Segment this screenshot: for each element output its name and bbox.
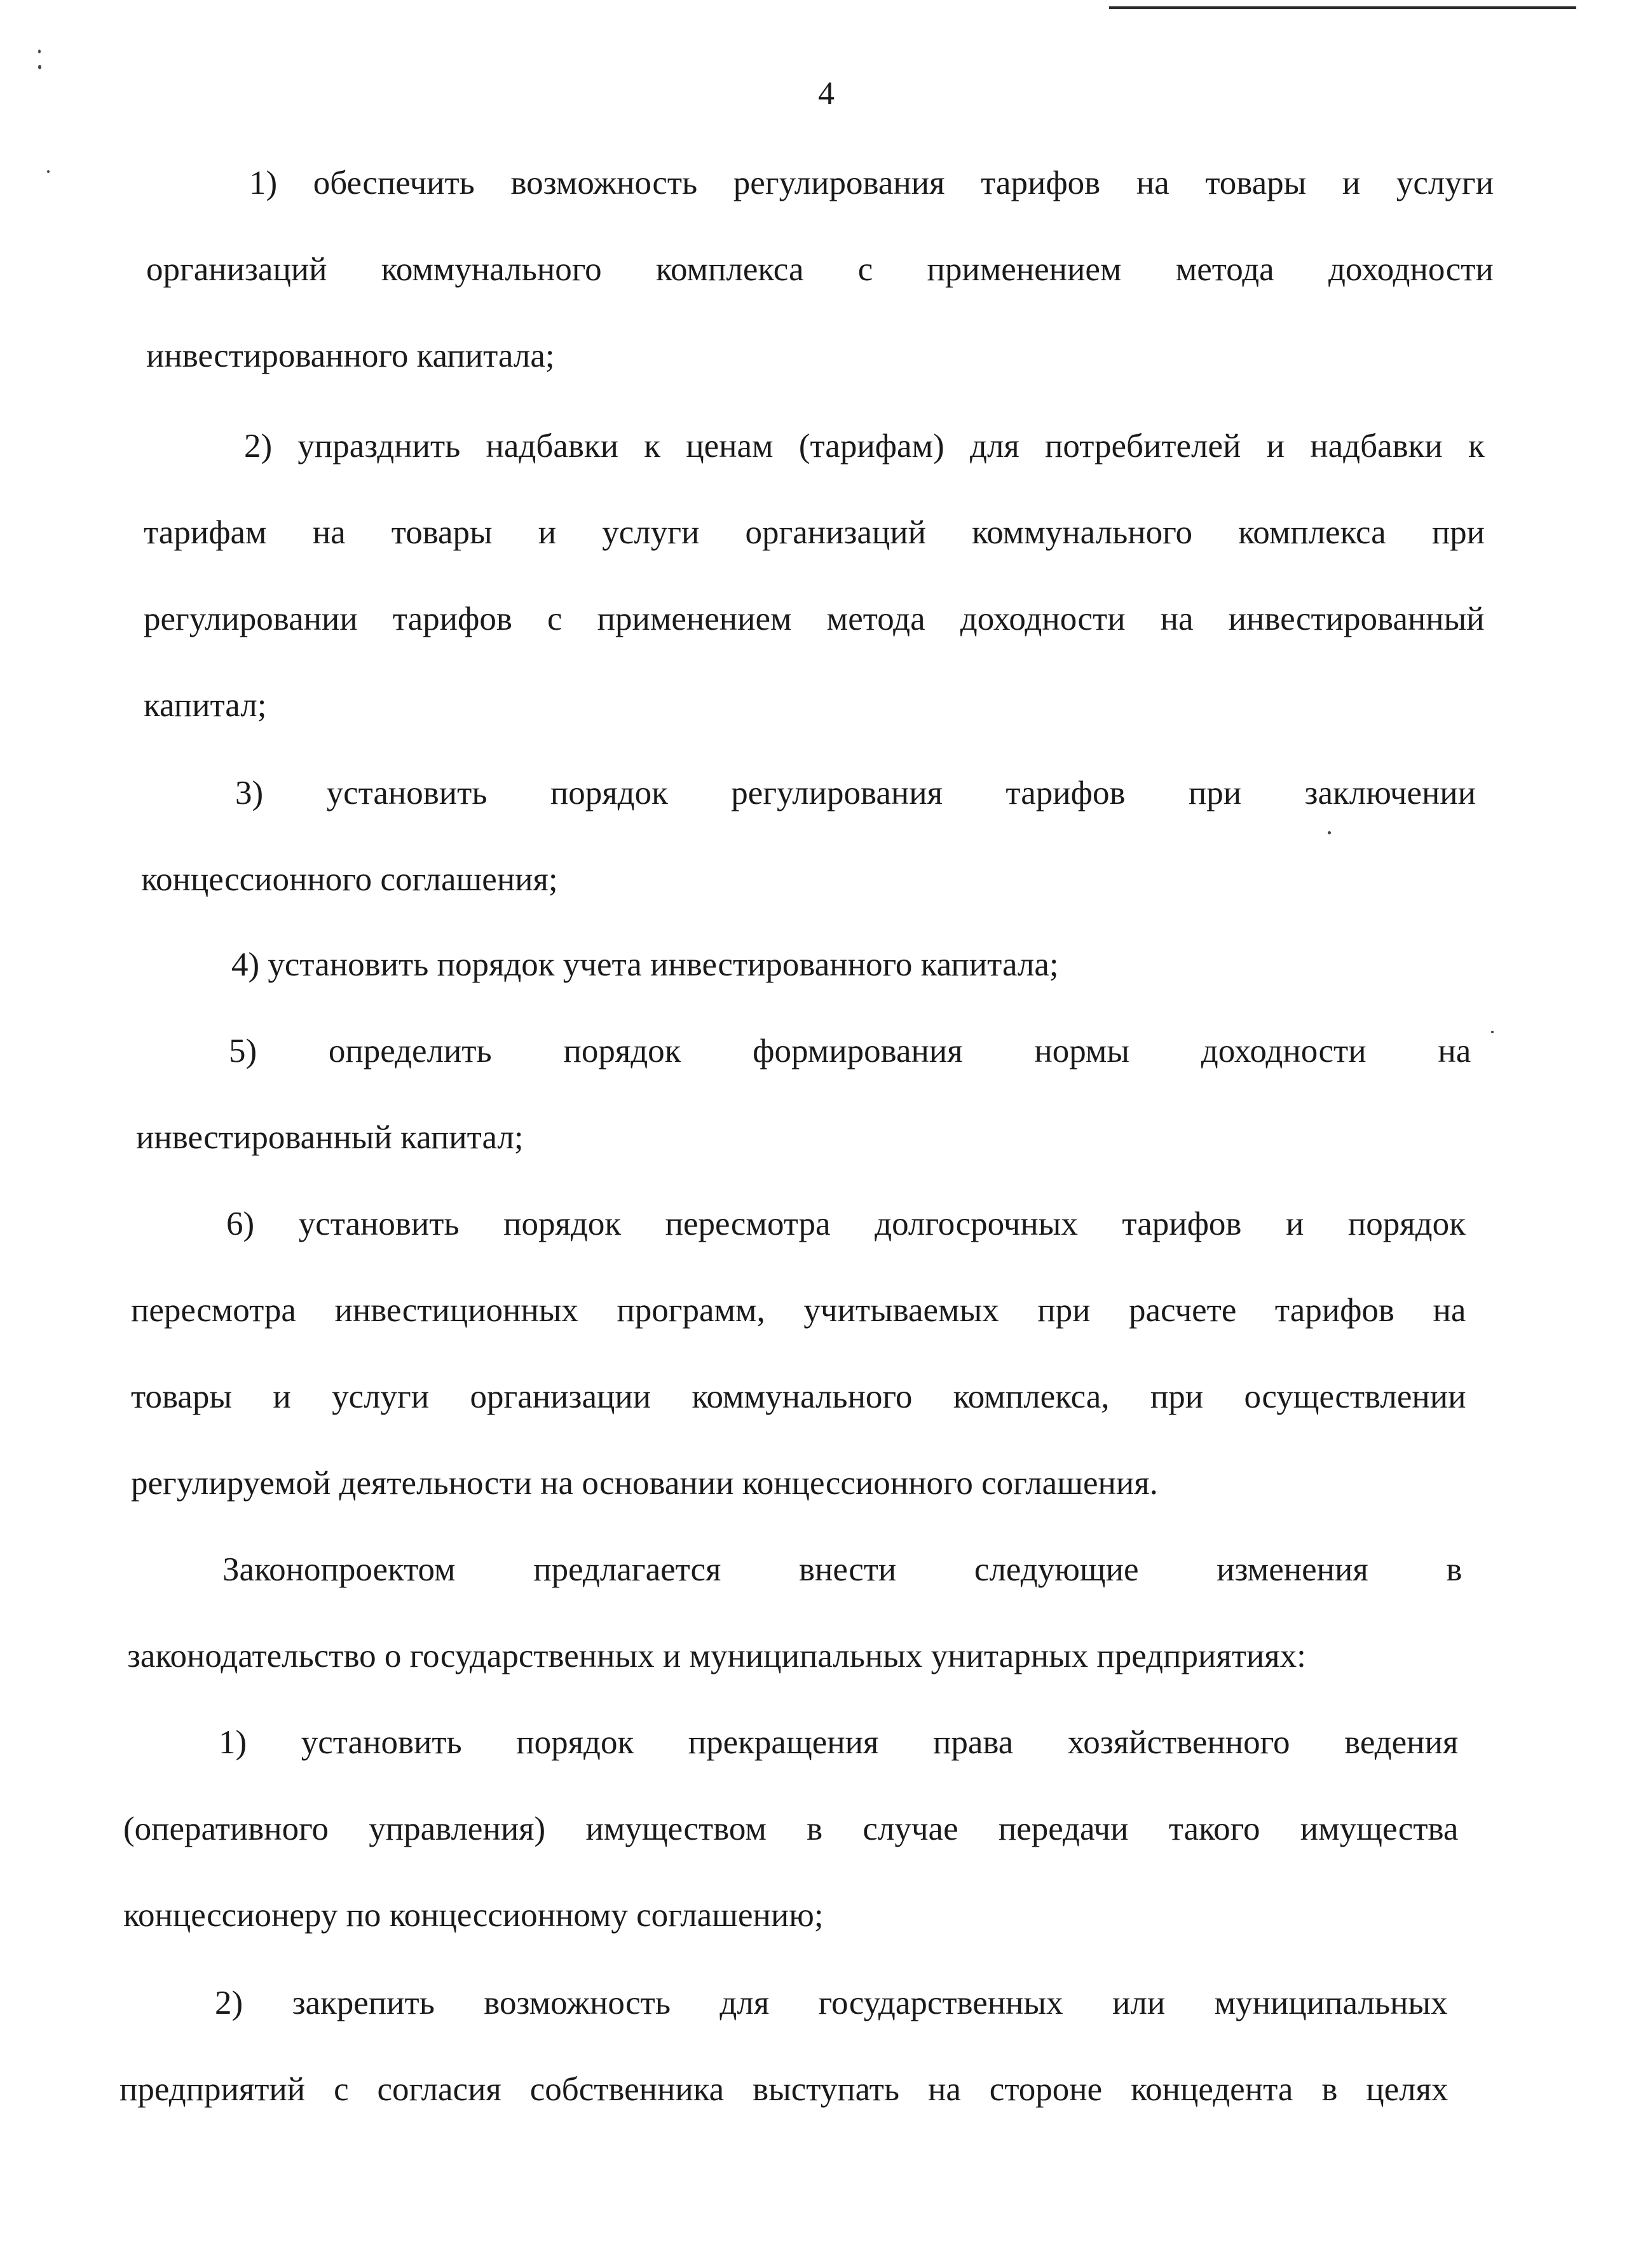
paragraph-line: предприятий с согласия собственника выступать на стороне концедента в целях bbox=[119, 2071, 1449, 2108]
paragraph-7 bbox=[127, 1526, 1462, 1699]
paragraph-line: концессионного соглашения; bbox=[141, 861, 558, 898]
paragraph-5 bbox=[136, 1008, 1471, 1181]
paragraph-3 bbox=[141, 750, 1476, 923]
paragraph-line: (оперативного управления) имуществом в случае передачи такого имущества bbox=[123, 1810, 1459, 1847]
paragraph-line: 5) определить порядок формирования нормы доходности на bbox=[229, 1033, 1471, 1069]
paragraph-line: товары и услуги организации коммунального комплекса, при осуществлении bbox=[131, 1378, 1466, 1415]
paragraph-line: инвестированный капитал; bbox=[136, 1119, 524, 1156]
paragraph-line: законодательство о государственных и муниципальных унитарных предприятиях: bbox=[127, 1638, 1306, 1674]
page-number: 4 bbox=[818, 76, 835, 112]
paragraph-9 bbox=[119, 1960, 1448, 2133]
paragraph-line: 1) обеспечить возможность регулирования тарифов на товары и услуги bbox=[249, 165, 1494, 201]
paragraph-2 bbox=[144, 403, 1485, 749]
paragraph-line: концессионеру по концессионному соглашению; bbox=[123, 1897, 824, 1934]
paragraph-line: регулировании тарифов с применением метода доходности на инвестированный bbox=[144, 601, 1485, 637]
scan-speck bbox=[47, 170, 50, 173]
paragraph-1 bbox=[146, 140, 1494, 399]
scan-edge-line bbox=[1109, 6, 1576, 9]
paragraph-line: капитал; bbox=[144, 687, 267, 724]
paragraph-line: 1) установить порядок прекращения права хозяйственного ведения bbox=[219, 1724, 1459, 1761]
paragraph-line: 6) установить порядок пересмотра долгосрочных тарифов и порядок bbox=[226, 1205, 1466, 1242]
paragraph-line: 4) установить порядок учета инвестированного капитала; bbox=[231, 946, 1059, 983]
paragraph-line: 3) установить порядок регулирования тарифов при заключении bbox=[235, 775, 1476, 811]
paragraph-6 bbox=[131, 1181, 1466, 1526]
scan-speck bbox=[1491, 1031, 1494, 1033]
paragraph-line: Законопроектом предлагается внести следующие изменения в bbox=[222, 1551, 1462, 1588]
paragraph-8 bbox=[123, 1699, 1458, 1959]
paragraph-line: 2) упразднить надбавки к ценам (тарифам) для потребителей и надбавки к bbox=[244, 428, 1485, 465]
paragraph-4 bbox=[231, 921, 1375, 1008]
paragraph-line: пересмотра инвестиционных программ, учитываемых при расчете тарифов на bbox=[131, 1292, 1466, 1329]
scan-speck bbox=[38, 50, 41, 53]
paragraph-line: 2) закрепить возможность для государственных или муниципальных bbox=[215, 1985, 1448, 2021]
scan-speck bbox=[38, 65, 41, 69]
paragraph-line: тарифам на товары и услуги организаций коммунального комплекса при bbox=[144, 514, 1485, 551]
paragraph-line: организаций коммунального комплекса с применением метода доходности bbox=[146, 251, 1494, 288]
paragraph-line: инвестированного капитала; bbox=[146, 337, 555, 374]
paragraph-line: регулируемой деятельности на основании концессионного соглашения. bbox=[131, 1465, 1158, 1502]
